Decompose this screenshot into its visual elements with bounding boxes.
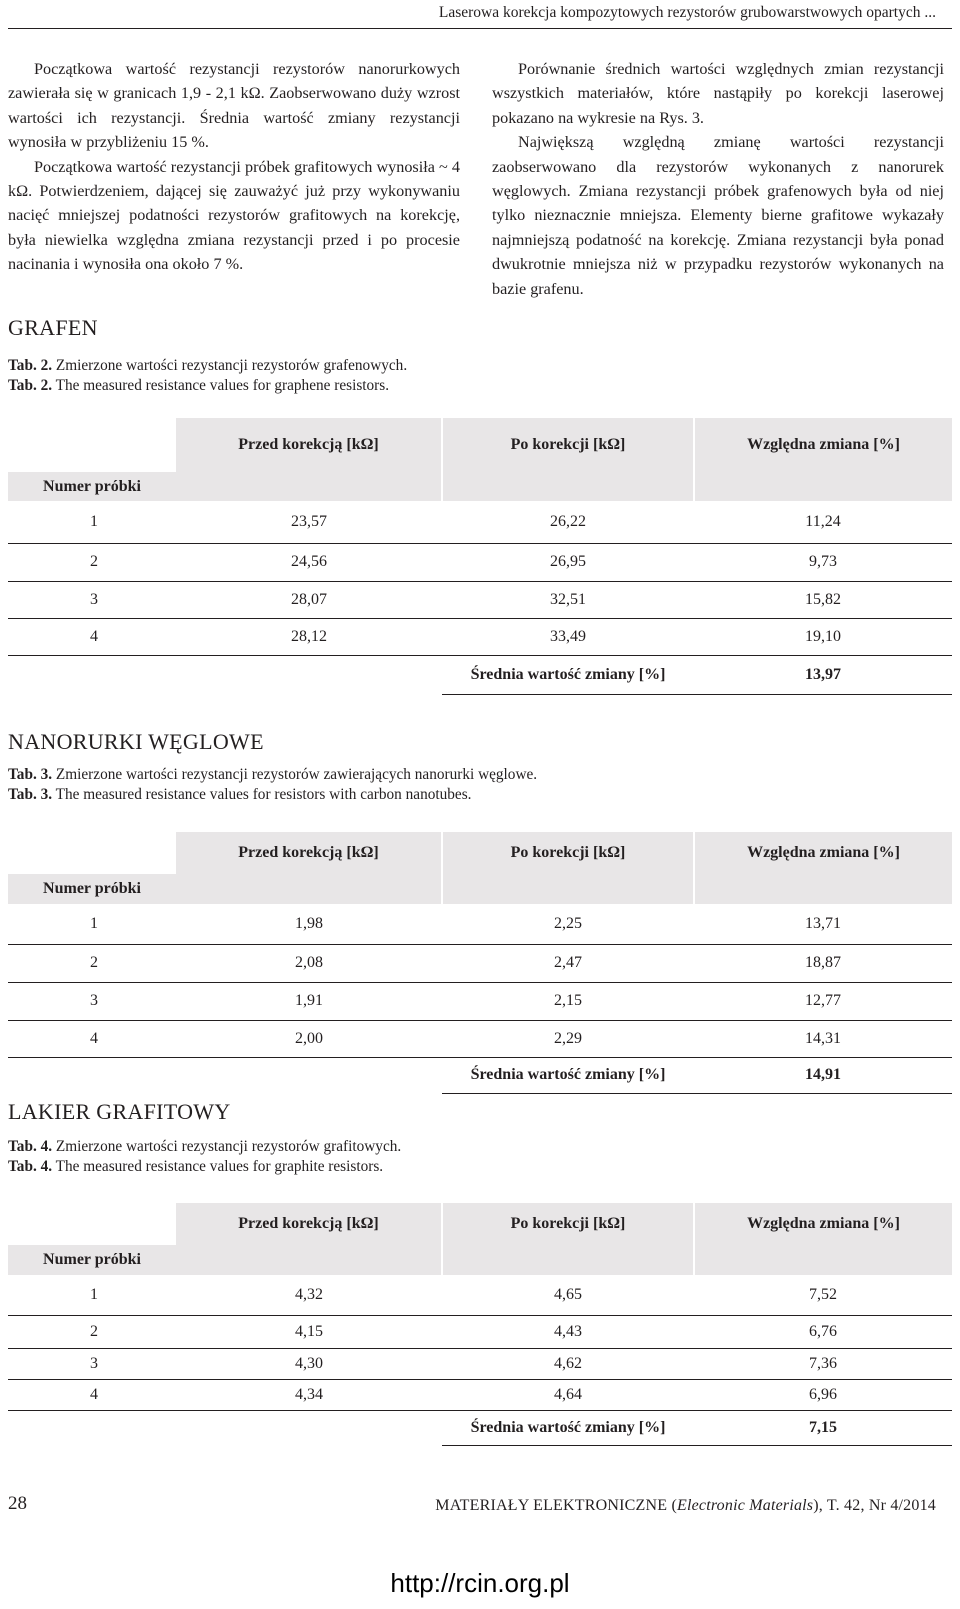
table-caption-pl xyxy=(8,356,407,376)
cell-change: 12,77 xyxy=(694,982,952,1020)
header-fill xyxy=(694,472,952,501)
cell-sample: 1 xyxy=(8,904,176,944)
cell-sample: 3 xyxy=(8,982,176,1020)
cell-sample: 1 xyxy=(8,501,176,543)
cell-change: 11,24 xyxy=(694,501,952,543)
cell-before: 23,57 xyxy=(176,501,442,543)
table-caption-en xyxy=(8,1157,383,1177)
cell-before: 28,07 xyxy=(176,581,442,618)
header-before: Przed korekcją [kΩ] xyxy=(176,832,442,874)
average-label: Średnia wartość zmiany [%] xyxy=(442,1410,694,1445)
caption-label: Tab. 2. xyxy=(8,357,53,374)
header-after: Po korekcji [kΩ] xyxy=(442,1203,694,1245)
header-fill xyxy=(442,1245,694,1275)
paragraph: Początkowa wartość rezystancji próbek grafitowych wynosiła ~ 4 kΩ. Potwierdzeniem, dającej się zauważyć już przy wykonywaniu nacięć mniejszej podatności rezystorów grafitowych na korekcję, była niewielka względna zmiana rezystancji przed i po procesie nacinania i wynosiła ona około 7 %. xyxy=(8,157,460,274)
paragraph: Największą względną zmianę wartości rezystancji zaobserwowano dla rezystorów wykonanych z nanorurek węglowych. Zmiana rezystancji próbek grafenowych była od niej tylko nieznacznie mniejsza. Elementy bierne grafitowe wykazały najmniejszą podatność na korekcję. Zmiana rezystancji była ponad dwukrotnie mniejsza niż w przypadku rezystorów wykonanych na bazie grafenu. xyxy=(492,133,944,298)
caption-label: Tab. 4. xyxy=(8,1158,53,1175)
section-heading: GRAFEN xyxy=(8,315,98,340)
table-row xyxy=(8,618,952,655)
cell-before: 4,34 xyxy=(176,1379,442,1410)
average-row xyxy=(8,655,952,694)
journal-name-en: Electronic Materials xyxy=(676,1497,814,1514)
cell-sample: 2 xyxy=(8,944,176,982)
header-rule xyxy=(8,28,952,29)
average-label: Średnia wartość zmiany [%] xyxy=(442,1057,694,1093)
table-row xyxy=(8,1315,952,1348)
cell-sample: 1 xyxy=(8,1275,176,1315)
source-url: http://rcin.org.pl xyxy=(390,1568,570,1598)
cell-after: 2,15 xyxy=(442,982,694,1020)
cell-before: 4,15 xyxy=(176,1315,442,1348)
table-row xyxy=(8,904,952,944)
cell-before: 1,98 xyxy=(176,904,442,944)
header-fill xyxy=(442,874,694,904)
cell-after: 2,47 xyxy=(442,944,694,982)
header-empty-cell xyxy=(8,1203,176,1245)
table-caption-pl xyxy=(8,1137,401,1157)
cell-change: 15,82 xyxy=(694,581,952,618)
header-change: Względna zmiana [%] xyxy=(694,1203,952,1245)
cell-after: 32,51 xyxy=(442,581,694,618)
header-change: Względna zmiana [%] xyxy=(694,418,952,472)
caption-text: Zmierzone wartości rezystancji rezystorów grafitowych. xyxy=(52,1138,402,1155)
paragraph: Początkowa wartość rezystancji rezystorów nanorurkowych zawierała się w granicach 1,9 - 2,1 kΩ. Zaobserwowano duży wzrost wartości ich rezystancji. Średnia wartość zmiany rezystancji wynosiła w przybliżeniu 15 %. xyxy=(8,60,460,152)
table-row xyxy=(8,1348,952,1379)
cell-sample: 2 xyxy=(8,543,176,581)
cell-change: 6,96 xyxy=(694,1379,952,1410)
header-after: Po korekcji [kΩ] xyxy=(442,418,694,472)
caption-label: Tab. 3. xyxy=(8,786,53,803)
cell-after: 4,65 xyxy=(442,1275,694,1315)
journal-volume: ), T. 42, Nr 4/2014 xyxy=(813,1497,936,1514)
table-row xyxy=(8,581,952,618)
cell-sample: 4 xyxy=(8,618,176,655)
caption-text: The measured resistance values for graphene resistors. xyxy=(52,377,390,394)
results-table-graphite xyxy=(8,1203,952,1446)
cell-before: 4,32 xyxy=(176,1275,442,1315)
journal-name: MATERIAŁY ELEKTRONICZNE ( xyxy=(435,1497,677,1514)
empty-cell xyxy=(176,1410,442,1445)
table-row xyxy=(8,1020,952,1057)
cell-before: 24,56 xyxy=(176,543,442,581)
body-column-right xyxy=(492,57,944,301)
cell-after: 26,95 xyxy=(442,543,694,581)
cell-sample: 3 xyxy=(8,1348,176,1379)
table-caption-pl xyxy=(8,765,537,785)
caption-text: The measured resistance values for resistors with carbon nanotubes. xyxy=(52,786,472,803)
cell-change: 9,73 xyxy=(694,543,952,581)
header-before: Przed korekcją [kΩ] xyxy=(176,418,442,472)
results-table-nanotubes xyxy=(8,832,952,1094)
results-table-graphene xyxy=(8,418,952,695)
table-row xyxy=(8,543,952,581)
cell-change: 7,52 xyxy=(694,1275,952,1315)
table-row xyxy=(8,982,952,1020)
cell-after: 26,22 xyxy=(442,501,694,543)
header-empty-cell xyxy=(8,832,176,874)
cell-sample: 4 xyxy=(8,1020,176,1057)
average-value: 14,91 xyxy=(694,1057,952,1093)
caption-text: Zmierzone wartości rezystancji rezystorów grafenowych. xyxy=(52,357,408,374)
cell-change: 18,87 xyxy=(694,944,952,982)
cell-change: 6,76 xyxy=(694,1315,952,1348)
header-fill xyxy=(176,1245,442,1275)
cell-after: 2,25 xyxy=(442,904,694,944)
caption-label: Tab. 4. xyxy=(8,1138,53,1155)
header-fill xyxy=(176,874,442,904)
empty-cell xyxy=(176,655,442,694)
header-empty-cell xyxy=(8,418,176,472)
table-caption-en xyxy=(8,376,389,396)
header-sample-number: Numer próbki xyxy=(8,472,176,501)
journal-footer xyxy=(435,1497,936,1515)
table-row xyxy=(8,1275,952,1315)
cell-sample: 3 xyxy=(8,581,176,618)
cell-before: 2,00 xyxy=(176,1020,442,1057)
table-row xyxy=(8,1379,952,1410)
body-column-left xyxy=(8,57,460,277)
empty-cell xyxy=(176,1057,442,1093)
cell-before: 1,91 xyxy=(176,982,442,1020)
cell-after: 4,43 xyxy=(442,1315,694,1348)
caption-text: Zmierzone wartości rezystancji rezystorów zawierających nanorurki węglowe. xyxy=(52,766,538,783)
caption-text: The measured resistance values for graphite resistors. xyxy=(52,1158,384,1175)
header-before: Przed korekcją [kΩ] xyxy=(176,1203,442,1245)
paragraph: Porównanie średnich wartości względnych zmian rezystancji wszystkich materiałów, które nastąpiły po korekcji laserowej pokazano na wykresie na Rys. 3. xyxy=(492,60,944,127)
empty-cell xyxy=(8,1410,176,1445)
table-row xyxy=(8,501,952,543)
average-value: 7,15 xyxy=(694,1410,952,1445)
empty-cell xyxy=(8,655,176,694)
average-label: Średnia wartość zmiany [%] xyxy=(442,655,694,694)
cell-change: 13,71 xyxy=(694,904,952,944)
header-fill xyxy=(694,874,952,904)
cell-sample: 2 xyxy=(8,1315,176,1348)
caption-label: Tab. 2. xyxy=(8,377,53,394)
header-after: Po korekcji [kΩ] xyxy=(442,832,694,874)
page-number: 28 xyxy=(8,1493,27,1514)
header-fill xyxy=(694,1245,952,1275)
header-fill xyxy=(442,472,694,501)
running-header: Laserowa korekcja kompozytowych rezystorów grubowarstwowych opartych ... xyxy=(438,4,936,21)
cell-after: 4,64 xyxy=(442,1379,694,1410)
section-heading: NANORURKI WĘGLOWE xyxy=(8,729,264,754)
header-sample-number: Numer próbki xyxy=(8,874,176,904)
cell-before: 2,08 xyxy=(176,944,442,982)
section-heading: LAKIER GRAFITOWY xyxy=(8,1099,231,1124)
cell-sample: 4 xyxy=(8,1379,176,1410)
header-change: Względna zmiana [%] xyxy=(694,832,952,874)
cell-change: 14,31 xyxy=(694,1020,952,1057)
average-row xyxy=(8,1057,952,1093)
header-fill xyxy=(176,472,442,501)
cell-after: 4,62 xyxy=(442,1348,694,1379)
empty-cell xyxy=(8,1057,176,1093)
cell-after: 33,49 xyxy=(442,618,694,655)
cell-change: 19,10 xyxy=(694,618,952,655)
cell-before: 4,30 xyxy=(176,1348,442,1379)
average-value: 13,97 xyxy=(694,655,952,694)
cell-before: 28,12 xyxy=(176,618,442,655)
header-sample-number: Numer próbki xyxy=(8,1245,176,1275)
caption-label: Tab. 3. xyxy=(8,766,53,783)
average-row xyxy=(8,1410,952,1445)
cell-change: 7,36 xyxy=(694,1348,952,1379)
table-caption-en xyxy=(8,785,471,805)
table-row xyxy=(8,944,952,982)
cell-after: 2,29 xyxy=(442,1020,694,1057)
